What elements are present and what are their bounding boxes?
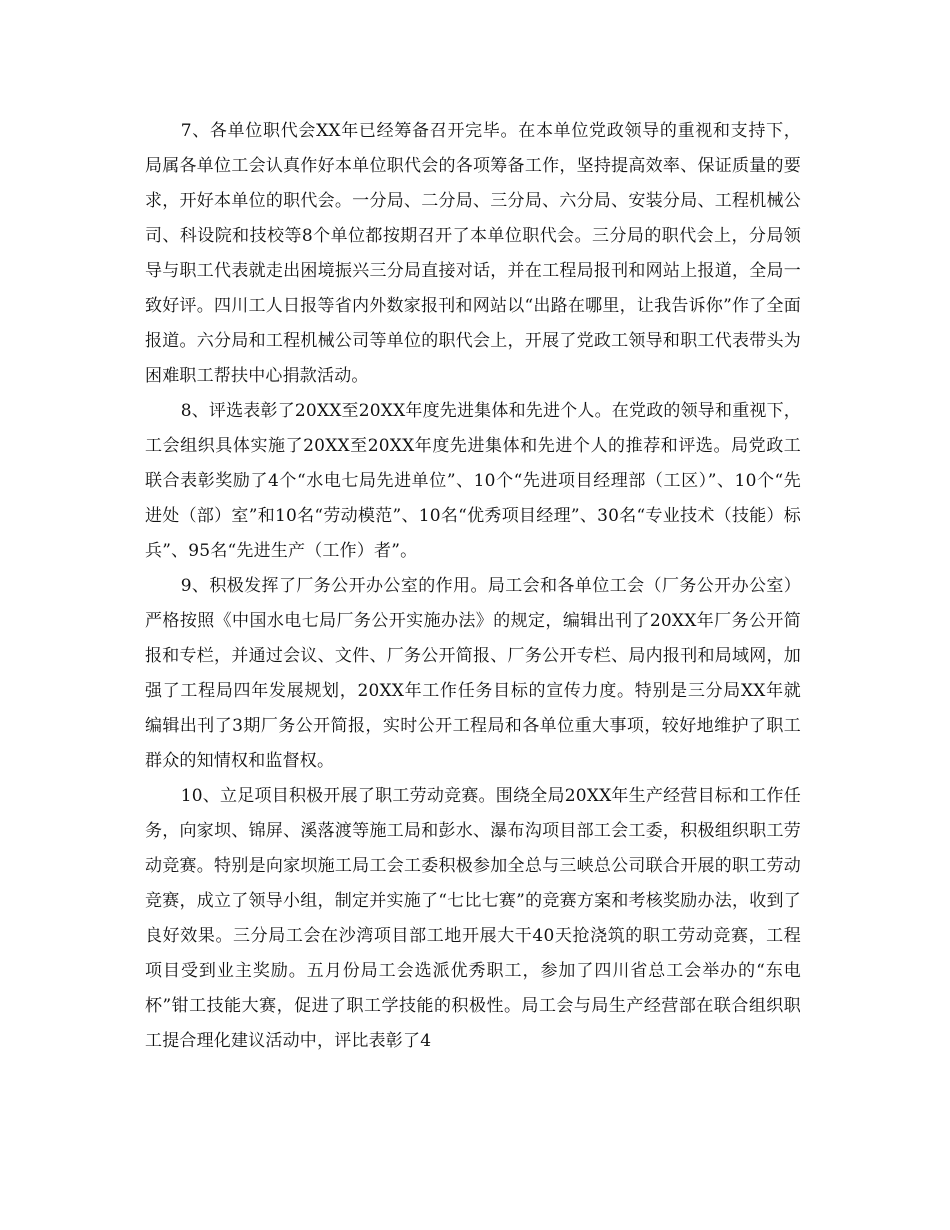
paragraph-item-9: 9、积极发挥了厂务公开办公室的作用。局工会和各单位工会（厂务公开办公室）严格按照《中国水电七局厂务公开实施办法》的规定，编辑出刊了20XX年厂务公开简报和专栏，并通过会议、文件、厂务公开简报、厂务公开专栏、局内报刊和局域网，加强了工程局四年发展规划，20XX年工作任务目标的宣传力度。特别是三分局XX年就编辑出刊了3期厂务公开简报，实时公开工程局和各单位重大事项，较好地维护了职工群众的知情权和监督权。 [145,576,801,771]
paragraph-item-10: 10、立足项目积极开展了职工劳动竞赛。围绕全局20XX年生产经营目标和工作任务，向家坝、锦屏、溪落渡等施工局和彭水、瀑布沟项目部工会工委，积极组织职工劳动竞赛。特别是向家坝施工局工会工委积极参加全总与三峡总公司联合开展的职工劳动竞赛，成立了领导小组，制定并实施了“七比七赛”的竞赛方案和考核奖励办法，收到了良好效果。三分局工会在沙湾项目部工地开展大干40天抢浇筑的职工劳动竞赛，工程项目受到业主奖励。五月份局工会选派优秀职工，参加了四川省总工会举办的“东电杯”钳工技能大赛，促进了职工学技能的积极性。局工会与局生产经营部在联合组织职工提合理化建议活动中，评比表彰了4 [145,786,801,1051]
document-body [145,114,801,1059]
paragraph-item-7: 7、各单位职代会XX年已经筹备召开完毕。在本单位党政领导的重视和支持下，局属各单位工会认真作好本单位职代会的各项筹备工作，坚持提高效率、保证质量的要求，开好本单位的职代会。一分局、二分局、三分局、六分局、安装分局、工程机械公司、科设院和技校等8个单位都按期召开了本单位职代会。三分局的职代会上，分局领导与职工代表就走出困境振兴三分局直接对话，并在工程局报刊和网站上报道，全局一致好评。四川工人日报等省内外数家报刊和网站以“出路在哪里，让我告诉你”作了全面报道。六分局和工程机械公司等单位的职代会上，开展了党政工领导和职工代表带头为困难职工帮扶中心捐款活动。 [145,121,801,386]
paragraph-item-8: 8、评选表彰了20XX至20XX年度先进集体和先进个人。在党政的领导和重视下，工会组织具体实施了20XX至20XX年度先进集体和先进个人的推荐和评选。局党政工联合表彰奖励了4个“水电七局先进单位”、10个“先进项目经理部（工区）”、10个“先进处（部）室”和10名“劳动模范”、10名“优秀项目经理”、30名“专业技术（技能）标兵”、95名“先进生产（工作）者”。 [145,401,801,561]
